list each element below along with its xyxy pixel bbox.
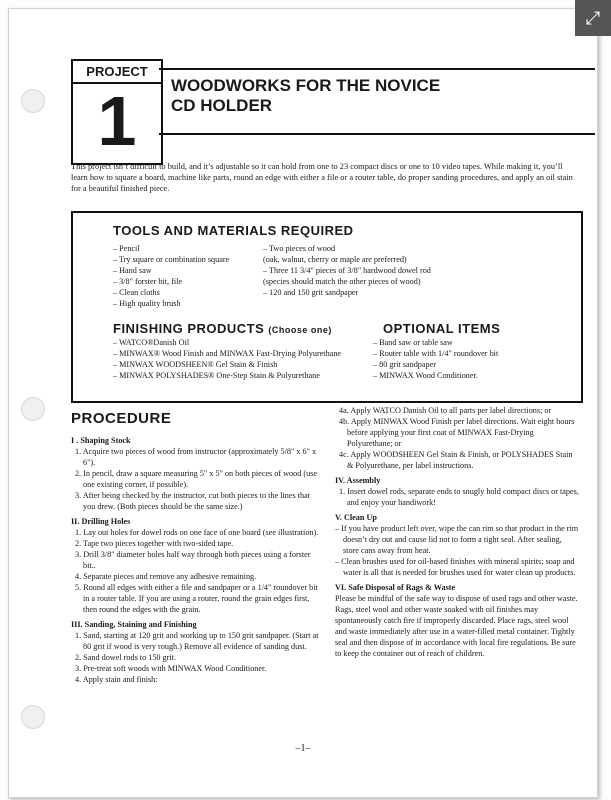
list-item: – MINWAX POLYSHADES® One-Step Stain & Polyurethane — [113, 371, 320, 380]
procedure-right-column — [335, 405, 579, 659]
list-item: – 120 and 150 grit sandpaper — [263, 288, 359, 297]
finishing-heading — [113, 321, 332, 336]
title-line-1: WOODWORKS FOR THE NOVICE — [171, 76, 441, 95]
procedure-step: 4. Separate pieces and remove any adhesive remaining. — [75, 572, 257, 581]
procedure-step: Please be mindful of the safe way to dispose of used rags and other waste. Rags, steel wool and other waste soaked with oil finishes may spontaneously catch fire if improperly discarded. Place rags, steel wool and waste immediately after use in a water-filled metal container. Tightly seal and then dispose of in accordance with local fire regulations. Be sure to keep the container out of reach of children. — [335, 594, 578, 658]
list-item: – Three 11 3/4" pieces of 3/8" hardwood dowel rod — [263, 266, 431, 275]
section-heading: III. Sanding, Staining and Finishing — [71, 620, 197, 629]
procedure-step: 1. Insert dowel rods, separate ends to snugly hold compact discs or tapes, and enjoy your handiwork! — [339, 487, 579, 507]
list-item: – Hand saw — [113, 266, 152, 275]
finishing-title: FINISHING PRODUCTS — [113, 321, 265, 336]
list-item: – Router table with 1/4" roundover bit — [373, 349, 499, 358]
title-block — [159, 68, 595, 135]
project-label: PROJECT — [73, 61, 161, 84]
procedure-step: 3. Pre-treat soft woods with MINWAX Wood Conditioner. — [75, 664, 267, 673]
section-heading: V. Clean Up — [335, 513, 377, 522]
list-item: – 80 grit sandpaper — [373, 360, 436, 369]
procedure-step: 4c. Apply WOODSHEEN Gel Stain & Finish, or POLYSHADES Stain & Polyurethane, per label instructions. — [339, 450, 573, 470]
procedure-step: 4b. Apply MINWAX Wood Finish per label directions. Wait eight hours before applying your first coat of MINWAX Fast-Drying Polyurethane; or — [339, 417, 575, 448]
title-line-2: CD HOLDER — [171, 96, 273, 115]
list-item: – 3/8" forster bit, file — [113, 277, 183, 286]
punch-hole — [21, 705, 45, 729]
tools-box — [71, 211, 583, 403]
procedure-step: 3. Drill 3/8" diameter holes half way through both pieces using a forster bit.. — [75, 550, 311, 570]
list-item: – MINWAX Wood Conditioner. — [373, 371, 478, 380]
procedure-left-column — [71, 431, 323, 685]
punch-hole — [21, 397, 45, 421]
procedure-step: – Clean brushes used for oil-based finishes with mineral spirits; soap and water is all that is needed for brushes used for water clean up products. — [335, 557, 576, 577]
project-number: 1 — [97, 82, 137, 160]
expand-icon[interactable]: ⤢ — [575, 0, 611, 36]
document-page — [8, 8, 598, 798]
procedure-step: 5. Round all edges with either a file and sandpaper or a 1/4" roundover bit in a router table. If you are using a router, round the grain edges first, then round the edges with the grain. — [75, 583, 318, 614]
optional-list — [373, 337, 498, 381]
procedure-step: 2. Tape two pieces together with two-sided tape. — [75, 539, 234, 548]
procedure-heading: PROCEDURE — [71, 410, 172, 427]
procedure-step: – If you have product left over, wipe the can rim so that product in the rim doesn’t dry out and cause lid not to form a tight seal. After sealing, store cans away from heat. — [335, 524, 579, 555]
procedure-step: 1. Lay out holes for dowel rods on one face of one board (see illustration). — [75, 528, 319, 537]
procedure-step: 3. After being checked by the instructor, cut both pieces to the lines that you drew. (Both pieces should be the same size.) — [75, 491, 310, 511]
list-item: (oak, walnut, cherry or maple are preferred) — [263, 255, 407, 264]
project-badge — [71, 59, 163, 165]
list-item: – Two pieces of wood — [263, 244, 336, 253]
section-heading: I . Shaping Stock — [71, 436, 131, 445]
tools-heading: TOOLS AND MATERIALS REQUIRED — [113, 223, 354, 238]
list-item: – Pencil — [113, 244, 140, 253]
list-item: – MINWAX® Wood Finish and MINWAX Fast-Drying Polyurethane — [113, 349, 342, 358]
procedure-step: 1. Acquire two pieces of wood from instructor (approximately 5/8" x 6" x 6"). — [75, 447, 317, 467]
tools-list-right — [263, 243, 431, 298]
list-item: – Try square or combination square — [113, 255, 230, 264]
section-heading: II. Drilling Holes — [71, 517, 131, 526]
list-item: (species should match the other pieces of wood) — [263, 277, 421, 286]
list-item: – MINWAX WOODSHEEN® Gel Stain & Finish — [113, 360, 278, 369]
list-item: – Band saw or table saw — [373, 338, 453, 347]
section-heading: VI. Safe Disposal of Rags & Waste — [335, 583, 456, 592]
tools-list-left — [113, 243, 229, 309]
finishing-list — [113, 337, 341, 381]
procedure-step: 4a. Apply WATCO Danish Oil to all parts per label directions; or — [339, 406, 552, 415]
procedure-step: 1. Sand, starting at 120 grit and working up to 150 grit sandpaper. (Start at 80 grit if wood is very rough.) Remove all evidence of sanding dust. — [75, 631, 319, 651]
list-item: – WATCO®Danish Oil — [113, 338, 190, 347]
procedure-step: 4. Apply stain and finish: — [75, 675, 158, 684]
optional-heading: OPTIONAL ITEMS — [383, 321, 501, 336]
list-item: – Clean cloths — [113, 288, 160, 297]
finishing-note: (Choose one) — [268, 325, 332, 335]
section-heading: IV. Assembly — [335, 476, 381, 485]
list-item: – High quality brush — [113, 299, 181, 308]
procedure-step: 2. Sand dowel rods to 150 grit. — [75, 653, 176, 662]
page-title — [171, 76, 440, 116]
page-number: –1– — [295, 743, 311, 754]
procedure-step: 2. In pencil, draw a square measuring 5" x 5" on both pieces of wood (use one existing corner, if possible). — [75, 469, 318, 489]
intro-paragraph: This project isn’t difficult to build, and it’s adjustable so it can hold from one to 23 compact discs or one to 10 video tapes. While making it, you’ll learn how to square a board, machine like parts, round an edge with either a file or a router table, do proper sanding procedures, and apply an oil stain for a beautiful finished piece. — [71, 162, 573, 193]
punch-hole — [21, 89, 45, 113]
